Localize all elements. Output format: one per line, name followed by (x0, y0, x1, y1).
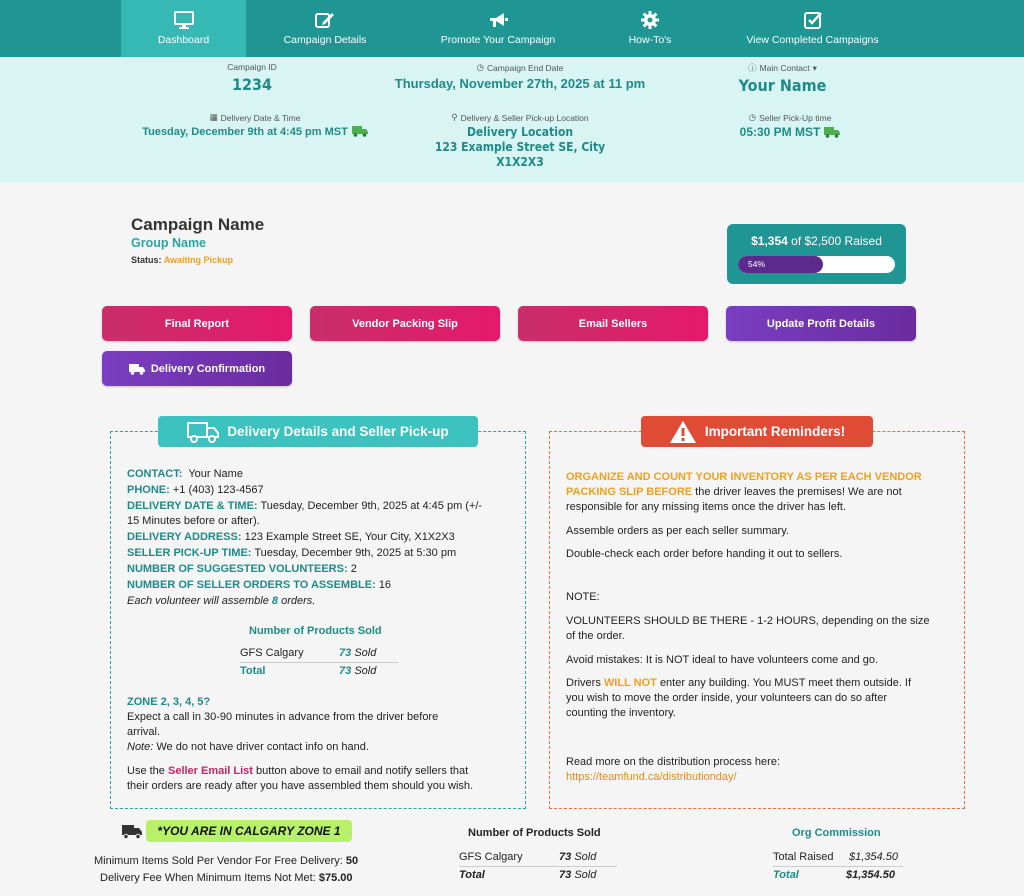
contact-label: CONTACT: (127, 468, 183, 480)
read-more-text: Read more on the distribution process here: (566, 756, 781, 768)
truck-icon (129, 363, 145, 375)
org-commission-title: Org Commission (792, 827, 881, 839)
campaign-info-band (0, 57, 1024, 183)
monitor-icon (173, 10, 195, 30)
note-text: We do not have driver contact info on hand. (156, 741, 369, 753)
use-pre: Use the (127, 765, 165, 777)
table-row (240, 645, 398, 663)
raised-amount: $1,354 (751, 234, 788, 248)
bottom-product-total-label: Total (459, 869, 485, 881)
reminder-orange-2: PACKING SLIP BEFORE (566, 486, 693, 498)
progress-percent: 54% (748, 259, 766, 269)
location-line-3: X1X2X3 (496, 155, 544, 169)
reminders-title-text: Important Reminders! (704, 424, 846, 439)
delivery-dt-value-cont: 15 Minutes before or after). (127, 515, 260, 527)
location-label: Delivery & Seller Pick-up Location (460, 112, 589, 123)
calendar-icon: ▦ (209, 112, 218, 122)
map-pin-icon: ⚲ (451, 112, 458, 122)
end-date-cell (370, 62, 670, 91)
distribution-link[interactable]: https://teamfund.ca/distributionday/ (566, 771, 737, 783)
info-icon: ⓘ (748, 63, 757, 73)
bottom-product-vendor: GFS Calgary (459, 851, 523, 863)
progress-fill (738, 256, 823, 273)
pickup-time-value: 05:30 PM MST (739, 125, 821, 139)
end-date-label: Campaign End Date (486, 62, 564, 73)
zone-text-1: Expect a call in 30-90 minutes in advance from the driver before (127, 711, 439, 723)
reminder-orange-1: ORGANIZE AND COUNT YOUR INVENTORY AS PER EACH VENDOR (566, 471, 922, 483)
location-line-2: 123 Example Street SE, City (434, 140, 606, 154)
bottom-product-total-unit: Sold (574, 869, 597, 881)
reminder-rest-1: the driver leaves the premises! We are not (695, 486, 902, 498)
campaign-id-cell (182, 62, 322, 94)
table-row-total (240, 663, 398, 681)
vendor-packing-slip-button[interactable]: Vendor Packing Slip (310, 306, 500, 341)
volunteers-value: 2 (350, 563, 357, 575)
delivery-fee-label: Delivery Fee When Minimum Items Not Met: (100, 872, 316, 884)
campaign-id-value: 1234 (231, 75, 273, 94)
nav-how-tos[interactable] (610, 0, 690, 57)
each-volunteer-post: orders. (281, 595, 316, 607)
drivers-line-2: you wish to move the order inside, your volunteers can do so after (566, 692, 888, 704)
nav-promote-campaign[interactable] (430, 0, 566, 57)
min-items-value: 50 (345, 855, 359, 867)
commission-total-value: $1,354.50 (846, 869, 895, 881)
product-unit: Sold (354, 647, 377, 659)
reminder-volunteers-2: of the order. (566, 630, 625, 642)
main-contact-label: Main Contact (759, 63, 810, 73)
commission-label: Total Raised (773, 851, 834, 863)
orders-label: NUMBER OF SELLER ORDERS TO ASSEMBLE: (127, 579, 376, 591)
final-report-button[interactable]: Final Report (102, 306, 292, 341)
reminder-note-label: NOTE: (566, 591, 600, 603)
delivery-datetime-cell (130, 112, 380, 138)
delivery-confirmation-label: Delivery Confirmation (150, 362, 266, 375)
top-nav (0, 0, 1024, 57)
status-value: Awaiting Pickup (163, 255, 234, 265)
nav-completed-campaigns[interactable] (735, 0, 890, 57)
main-contact-dropdown[interactable] (700, 62, 865, 74)
product-total-count: 73 (339, 665, 352, 677)
address-value: 123 Example Street SE, Your City, X1X2X3 (244, 531, 455, 543)
check-square-icon (802, 10, 824, 30)
campaign-name: Campaign Name (131, 215, 265, 234)
delivery-confirmation-button[interactable] (102, 351, 292, 386)
seller-email-list-link[interactable]: Seller Email List (167, 765, 253, 777)
bottom-product-total-count: 73 (559, 869, 572, 881)
truck-icon (122, 824, 142, 839)
reminder-volunteers (566, 614, 951, 644)
zone-heading: ZONE 2, 3, 4, 5? (127, 696, 211, 708)
delivery-datetime-value: Tuesday, December 9th at 4:45 pm MST (142, 126, 348, 138)
raised-card (727, 224, 906, 284)
caret-down-icon: ▾ (812, 62, 817, 73)
nav-label: Dashboard (157, 34, 210, 46)
delivery-fee-value: $75.00 (318, 872, 353, 884)
phone-value: +1 (403) 123-4567 (172, 484, 264, 496)
seller-pickup-value: Tuesday, December 9th, 2025 at 5:30 pm (254, 547, 457, 559)
table-row (773, 849, 903, 867)
product-total-label: Total (240, 665, 266, 677)
product-vendor: GFS Calgary (240, 647, 304, 659)
update-profit-details-button[interactable]: Update Profit Details (726, 306, 916, 341)
delivery-details-title-text: Delivery Details and Seller Pick-up (227, 424, 449, 439)
nav-campaign-details[interactable] (265, 0, 385, 57)
drivers-pre: Drivers (566, 677, 601, 689)
address-label: DELIVERY ADDRESS: (127, 531, 242, 543)
table-row-total (459, 867, 617, 885)
nav-label: Campaign Details (283, 34, 367, 46)
reminder-read-more (566, 755, 951, 785)
nav-label: Promote Your Campaign (440, 34, 556, 46)
phone-label: PHONE: (127, 484, 170, 496)
group-name: Group Name (131, 236, 207, 250)
gear-icon (639, 10, 661, 30)
email-sellers-button[interactable]: Email Sellers (518, 306, 708, 341)
pickup-time-cell (715, 112, 865, 139)
use-post: button above to email and notify sellers that (256, 765, 469, 777)
reminder-mistakes: Avoid mistakes: It is NOT ideal to have volunteers come and go. (566, 654, 879, 666)
main-contact-cell (700, 62, 865, 95)
reminder-assemble: Assemble orders as per each seller summary. (566, 525, 789, 537)
drivers-line-3: counting the inventory. (566, 707, 676, 719)
commission-value: $1,354.50 (849, 851, 898, 863)
each-volunteer-pre: Each volunteer will assemble (127, 595, 269, 607)
table-row-total (773, 867, 903, 885)
reminder-volunteers-1: VOLUNTEERS SHOULD BE THERE - 1-2 HOURS, depending on the size (566, 615, 930, 627)
main-contact-value: Your Name (738, 76, 827, 95)
min-items-label: Minimum Items Sold Per Vendor For Free Delivery: (94, 855, 343, 867)
delivery-datetime-label: Delivery Date & Time (220, 112, 301, 123)
clock-icon: ◷ (476, 62, 484, 72)
bottom-product-count: 73 (559, 851, 572, 863)
nav-label: View Completed Campaigns (746, 34, 879, 46)
warning-icon (669, 420, 697, 444)
orders-value: 16 (378, 579, 392, 591)
each-volunteer-count: 8 (271, 595, 279, 607)
products-sold-title: Number of Products Sold (249, 625, 382, 637)
note-label: Note: (127, 741, 154, 753)
reminder-rest-2: responsible for any missing items once the driver has left. (566, 501, 847, 513)
bottom-product-unit: Sold (574, 851, 597, 863)
truck-outline-icon (187, 421, 219, 443)
reminder-double-check: Double-check each order before handing it out to sellers. (566, 548, 843, 560)
location-line-1: Delivery Location (466, 125, 574, 139)
clock-icon: ◷ (748, 112, 757, 122)
status-label: Status: (131, 255, 162, 265)
edit-icon (314, 10, 336, 30)
reminder-drivers (566, 676, 951, 721)
contact-value: Your Name (188, 468, 243, 480)
end-date-value: Thursday, November 27th, 2025 at 11 pm (394, 76, 646, 91)
campaign-status (131, 255, 233, 265)
zone-text-2: arrival. (127, 726, 161, 738)
bottom-products-title: Number of Products Sold (468, 827, 601, 839)
seller-pickup-label: SELLER PICK-UP TIME: (127, 547, 252, 559)
delivery-dt-label: DELIVERY DATE & TIME: (127, 500, 258, 512)
delivery-dt-value: Tuesday, December 9th, 2025 at 4:45 pm (+/- (260, 500, 483, 512)
reminders-title (641, 416, 873, 447)
raised-of-text: of $2,500 Raised (791, 234, 882, 248)
delivery-details-title (158, 416, 478, 447)
product-total-unit: Sold (354, 665, 377, 677)
use-text-2: their orders are ready after you have assembled them should you wish. (127, 780, 474, 792)
zone-badge: *YOU ARE IN CALGARY ZONE 1 (146, 820, 352, 842)
location-cell (410, 112, 630, 170)
progress-bar (738, 256, 895, 273)
reminder-inventory (566, 470, 951, 515)
volunteers-label: NUMBER OF SUGGESTED VOLUNTEERS: (127, 563, 348, 575)
nav-label: How-To's (628, 34, 672, 46)
drivers-post: enter any building. You MUST meet them outside. If (659, 677, 912, 689)
campaign-id-label: Campaign ID (227, 62, 277, 72)
pickup-time-label: Seller Pick-Up time (759, 112, 832, 123)
megaphone-icon (487, 10, 509, 30)
nav-dashboard[interactable] (121, 0, 246, 57)
truck-icon (352, 125, 368, 137)
truck-icon (824, 126, 840, 138)
product-count: 73 (339, 647, 352, 659)
drivers-will-not: WILL NOT (603, 677, 657, 689)
commission-total-label: Total (773, 869, 799, 881)
table-row (459, 849, 617, 867)
